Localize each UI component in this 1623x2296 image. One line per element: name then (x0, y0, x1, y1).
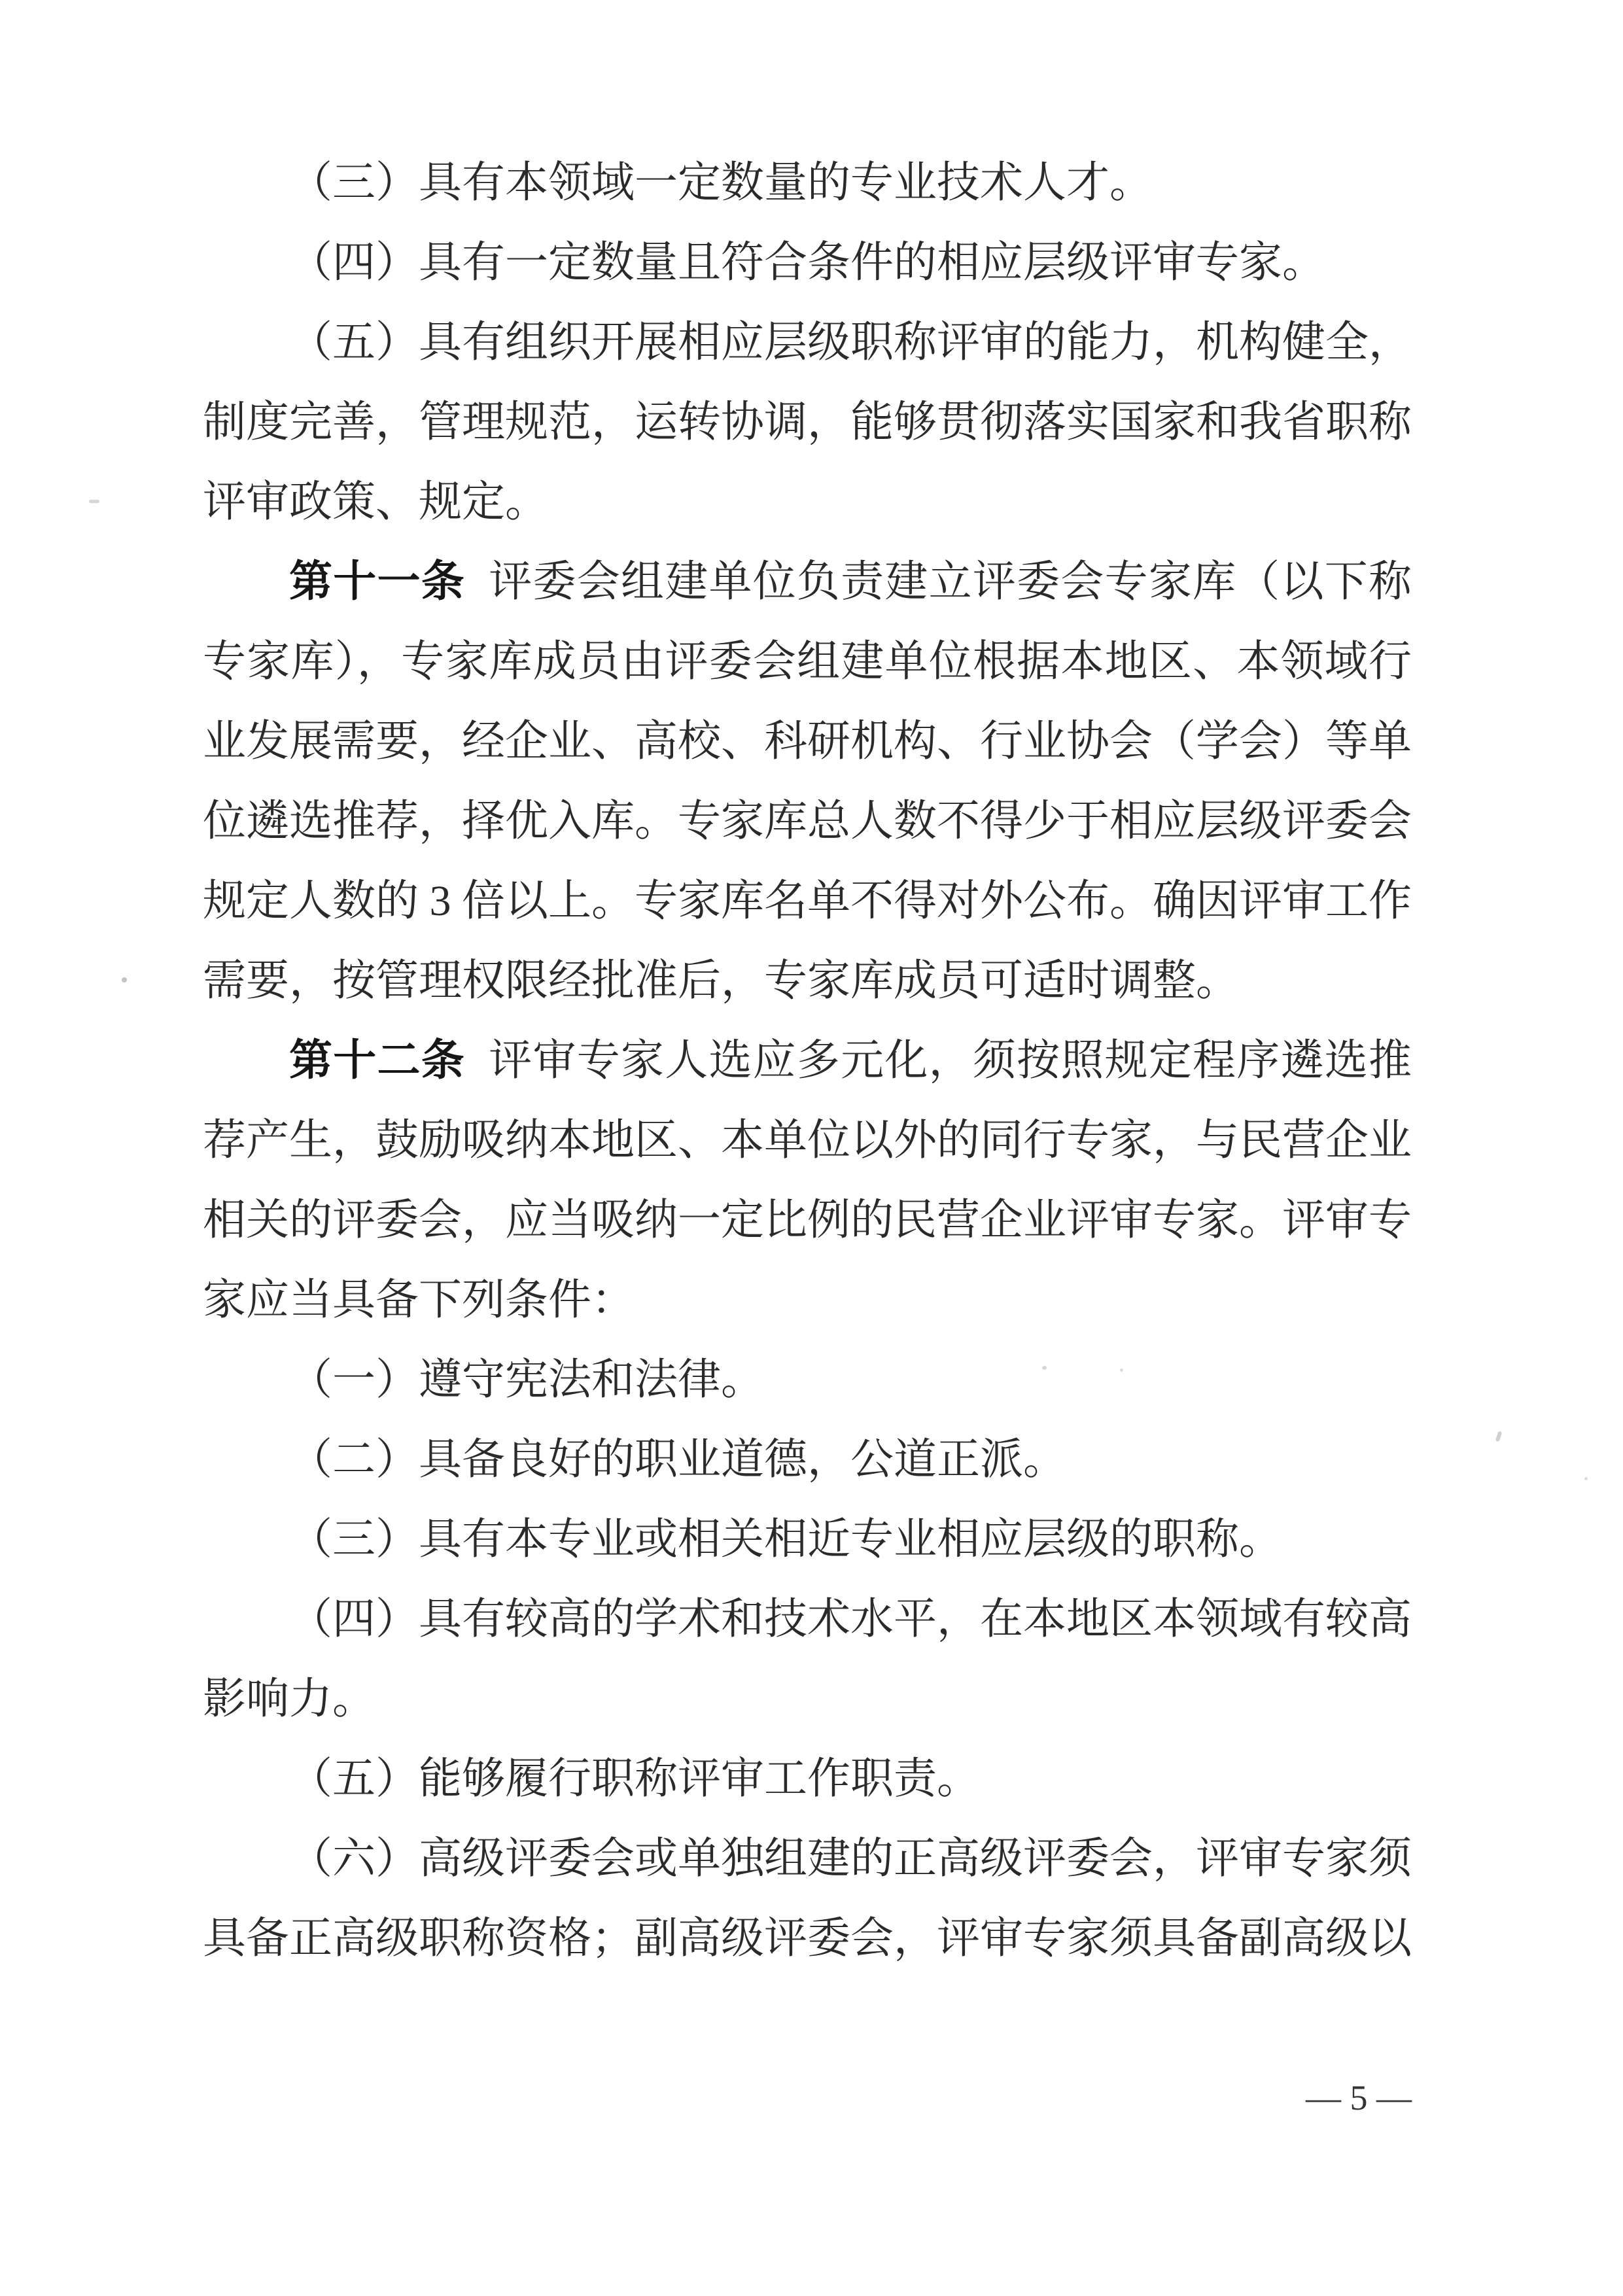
clause-line (203, 1819, 1412, 1899)
text-line (203, 462, 1412, 542)
line-text: （二）具备良好的职业道德，公道正派。 (289, 1436, 1066, 1484)
text-line (203, 622, 1412, 702)
scan-speckle (1495, 1431, 1503, 1442)
line-text: 家应当具备下列条件： (203, 1276, 635, 1324)
scan-speckle (1584, 1477, 1588, 1480)
text-line (203, 1261, 1412, 1340)
line-text: （三）具有本专业或相关相近专业相应层级的职称。 (289, 1516, 1282, 1563)
clause-line (203, 143, 1412, 223)
page-number: — 5 — (1306, 2078, 1412, 2117)
line-text: （五）能够履行职称评审工作职责。 (289, 1755, 980, 1803)
scan-speckle (1120, 1368, 1123, 1372)
line-text: 业发展需要，经企业、高校、科研机构、行业协会（学会）等单 (203, 718, 1412, 765)
scan-speckle (1042, 1366, 1047, 1370)
line-text: 评审政策、规定。 (203, 478, 548, 526)
line-text: （四）具有一定数量且符合条件的相应层级评审专家。 (289, 239, 1325, 287)
article-line (203, 542, 1412, 622)
text-line (203, 383, 1412, 462)
line-text: （三）具有本领域一定数量的专业技术人才。 (289, 159, 1153, 207)
text-line (203, 1181, 1412, 1261)
scan-speckle (122, 977, 127, 983)
line-text: 专家库），专家库成员由评委会组建单位根据本地区、本领域行 (203, 638, 1412, 686)
text-line (203, 1660, 1412, 1739)
text-line (203, 1899, 1412, 1979)
clause-line (203, 303, 1412, 383)
scan-speckle (89, 500, 99, 503)
clause-line (203, 1500, 1412, 1580)
clause-line (203, 1340, 1412, 1420)
clause-line (203, 1739, 1412, 1819)
text-line (203, 1101, 1412, 1181)
document-body (203, 143, 1412, 1979)
article-number: 第十二条 (289, 1037, 465, 1085)
text-line (203, 941, 1412, 1021)
clause-line (203, 223, 1412, 303)
line-text: 需要，按管理权限经批准后，专家库成员可适时调整。 (203, 957, 1239, 1005)
line-text: 制度完善，管理规范，运转协调，能够贯彻落实国家和我省职称 (203, 398, 1412, 446)
line-text: （五）具有组织开展相应层级职称评审的能力，机构健全， (289, 319, 1412, 366)
text-line (203, 861, 1412, 941)
article-line (203, 1021, 1412, 1101)
line-text: （一）遵守宪法和法律。 (289, 1356, 764, 1404)
line-text: 评审专家人选应多元化，须按照规定程序遴选推 (489, 1037, 1412, 1085)
text-line (203, 702, 1412, 782)
line-text: 具备正高级职称资格；副高级评委会，评审专家须具备副高级以 (203, 1915, 1412, 1962)
clause-line (203, 1420, 1412, 1500)
clause-line (203, 1580, 1412, 1660)
line-text: 荐产生，鼓励吸纳本地区、本单位以外的同行专家，与民营企业 (203, 1117, 1412, 1164)
line-text: （六）高级评委会或单独组建的正高级评委会，评审专家须 (289, 1835, 1412, 1883)
line-text: 相关的评委会，应当吸纳一定比例的民营企业评审专家。评审专 (203, 1196, 1412, 1244)
line-text: 影响力。 (203, 1675, 375, 1723)
line-text: 评委会组建单位负责建立评委会专家库（以下称 (489, 558, 1412, 606)
line-text: （四）具有较高的学术和技术水平，在本地区本领域有较高 (289, 1595, 1412, 1643)
line-text: 位遴选推荐，择优入库。专家库总人数不得少于相应层级评委会 (203, 797, 1412, 845)
article-number: 第十一条 (289, 558, 465, 606)
text-line (203, 782, 1412, 861)
line-text: 规定人数的 3 倍以上。专家库名单不得对外公布。确因评审工作 (203, 877, 1412, 925)
